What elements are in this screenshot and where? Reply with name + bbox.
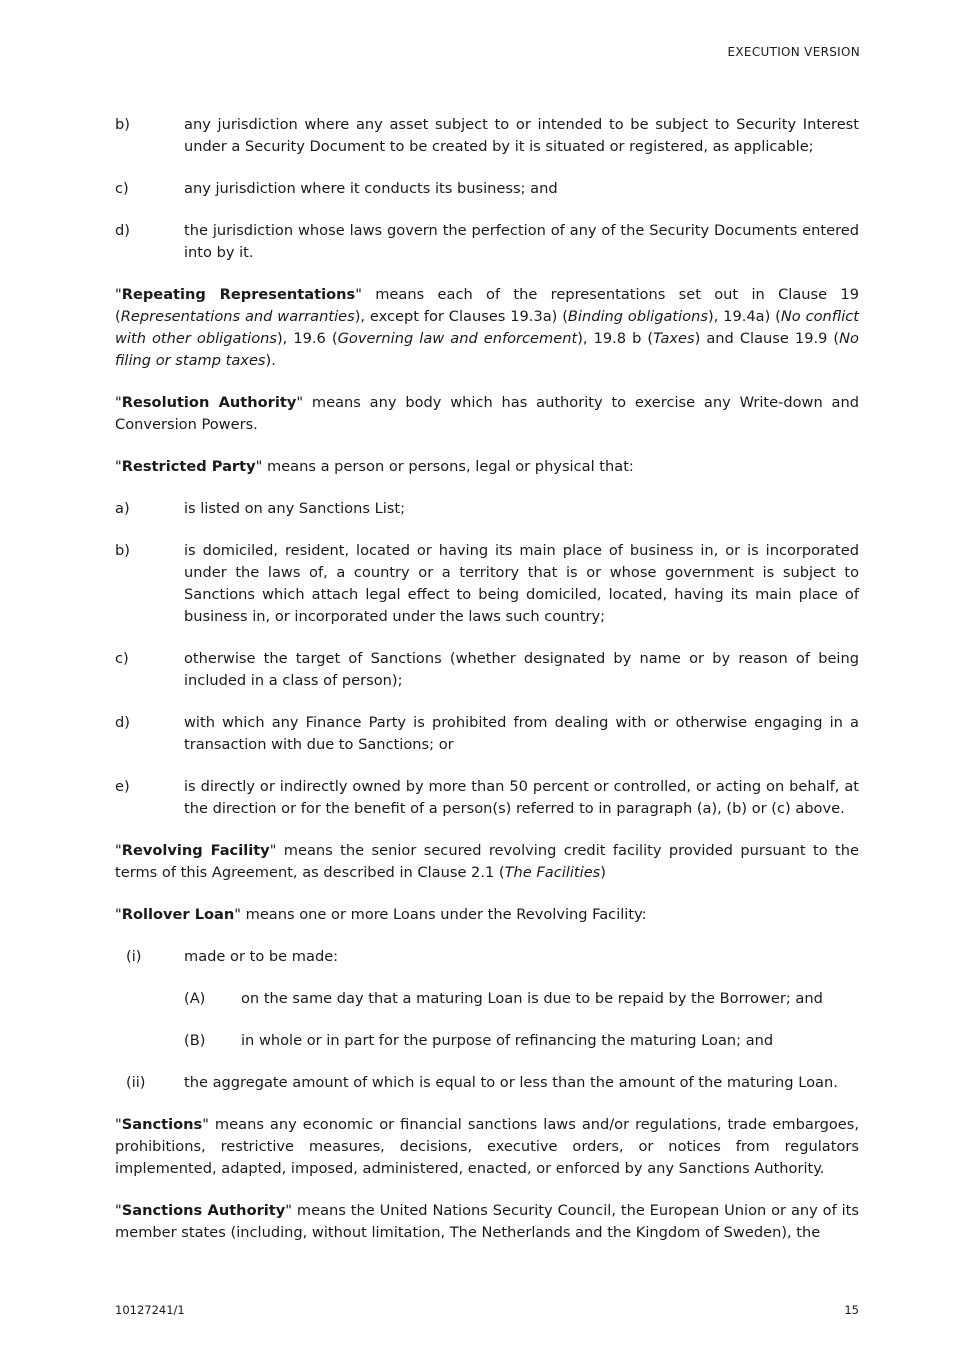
list-item-text: otherwise the target of Sanctions (whether designated by name or by reason of being included in a class of person); [184,650,859,689]
defined-term: Restricted Party [121,458,256,475]
list-item-label: (i) [126,948,142,965]
list-item-label: e) [115,778,130,795]
list-item-text: on the same day that a maturing Loan is due to be repaid by the Borrower; and [241,990,823,1007]
list-item-text: made or to be made: [184,948,339,965]
list-item-text: any jurisdiction where any asset subject to or intended to be subject to Security Interest under a Security Document to be created by it is situated or registered, as applicable; [184,116,859,155]
defined-term: Repeating Representations [121,286,356,303]
list-item-label: d) [115,222,130,239]
list-item [115,220,859,264]
list-item-text: is directly or indirectly owned by more than 50 percent or controlled, or acting on behalf, at the direction or for the benefit of a person(s) referred to in paragraph (a), (b) or (c) above. [184,778,859,817]
list-item [115,946,859,968]
defined-term: Sanctions [121,1116,203,1133]
definition-restricted-party: "Restricted Party" means a person or persons, legal or physical that: [115,458,634,475]
list-item-label: d) [115,714,130,731]
list-item-text: in whole or in part for the purpose of refinancing the maturing Loan; and [241,1032,774,1049]
list-item [115,648,859,692]
list-item-label: (B) [184,1032,206,1049]
defined-term: Sanctions Authority [121,1202,286,1219]
defined-term: Resolution Authority [121,394,297,411]
list-item-text: is domiciled, resident, located or having its main place of business in, or is incorporated under the laws of, a country or a territory that is or whose government is subject to Sanctions which attach legal effect to being domiciled, located, having its main place of business in, or incorporated under the laws such country; [184,542,859,625]
definition-revolving-facility: "Revolving Facility" means the senior secured revolving credit facility provided pursuant to the terms of this Agreement, as described in Clause 2.1 (The Facilities) [115,842,859,881]
list-item [115,178,859,200]
definition-rollover-loan: "Rollover Loan" means one or more Loans under the Revolving Facility: [115,906,647,923]
definition-sanctions: "Sanctions" means any economic or financial sanctions laws and/or regulations, trade embargoes, prohibitions, restrictive measures, decisions, executive orders, or notices from regulators implemented, adapted, imposed, administered, enacted, or enforced by any Sanctions Authority. [115,1116,859,1177]
page-number: 15 [844,1303,859,1317]
list-item [115,498,859,520]
list-item [115,776,859,820]
list-item-text: the aggregate amount of which is equal to or less than the amount of the maturing Loan. [184,1074,838,1091]
list-item-label: b) [115,116,130,133]
list-item [115,1072,859,1094]
list-item [115,114,859,158]
list-item-label: b) [115,542,130,559]
list-item [184,1030,859,1052]
list-item [184,988,859,1010]
definition-resolution-authority: "Resolution Authority" means any body which has authority to exercise any Write-down and Conversion Powers. [115,394,859,433]
list-item-label: c) [115,650,129,667]
list-item-label: a) [115,500,130,517]
defined-term: Rollover Loan [121,906,235,923]
list-item-label: (ii) [126,1074,146,1091]
document-id: 10127241/1 [115,1303,185,1317]
execution-version-label: EXECUTION VERSION [727,45,860,59]
list-item-text: any jurisdiction where it conducts its business; and [184,180,558,197]
document-body [115,114,859,1264]
list-item-text: is listed on any Sanctions List; [184,500,406,517]
list-item-text: with which any Finance Party is prohibited from dealing with or otherwise engaging in a transaction with due to Sanctions; or [184,714,859,753]
list-item [115,540,859,628]
definition-repeating-representations: "Repeating Representations" means each of the representations set out in Clause 19 (Representations and warranties), except for Clauses 19.3a) (Binding obligations), 19.4a) (No conflict with other obligations), 19.6 (Governing law and enforcement), 19.8 b (Taxes) and Clause 19.9 (No filing or stamp taxes). [115,286,860,369]
defined-term: Revolving Facility [121,842,270,859]
list-item-label: c) [115,180,129,197]
list-item-label: (A) [184,990,206,1007]
list-item-text: the jurisdiction whose laws govern the perfection of any of the Security Documents entered into by it. [184,222,859,261]
definition-sanctions-authority: "Sanctions Authority" means the United Nations Security Council, the European Union or any of its member states (including, without limitation, The Netherlands and the Kingdom of Sweden), the [115,1202,859,1241]
list-item [115,712,859,756]
